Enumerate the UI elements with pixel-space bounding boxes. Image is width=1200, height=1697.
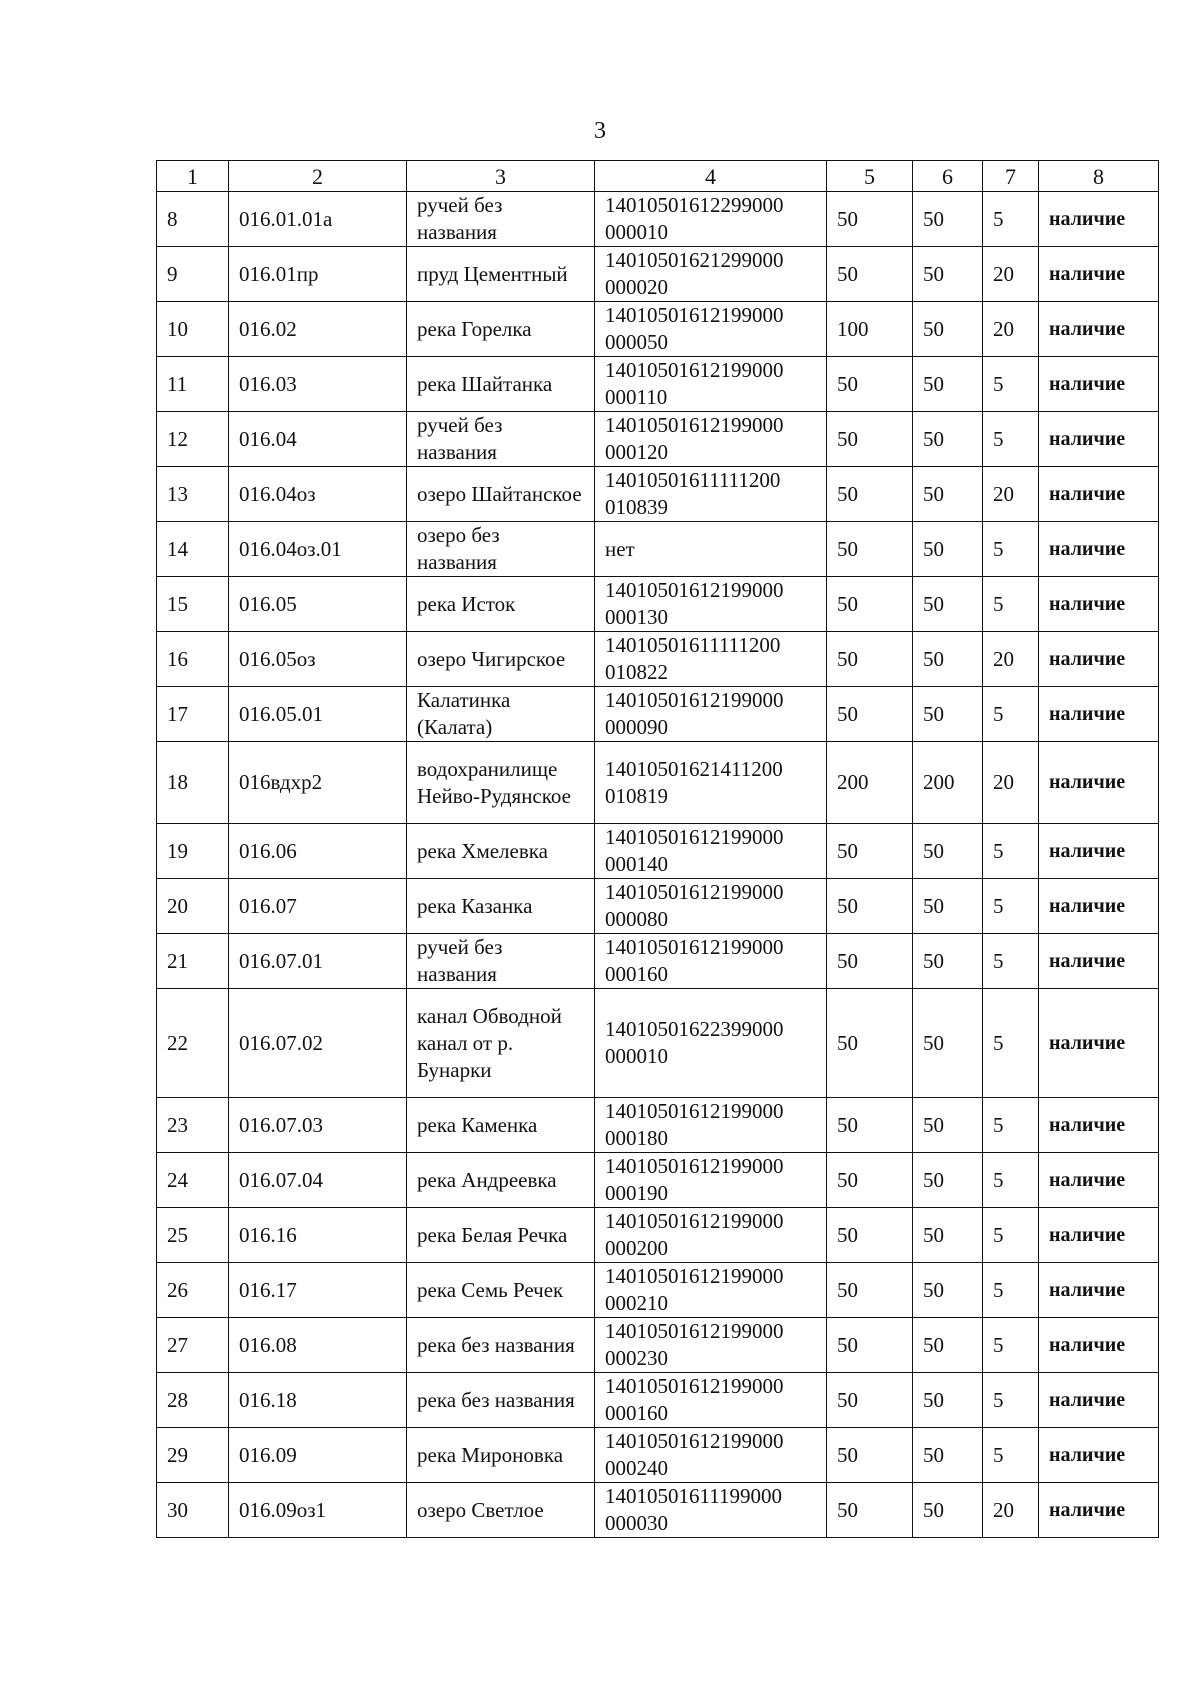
value-col6: 50 [913, 1153, 983, 1208]
table-row [157, 879, 1159, 934]
table-row [157, 577, 1159, 632]
row-number: 12 [157, 412, 229, 467]
object-code: 016.07 [229, 879, 407, 934]
value-col5: 50 [827, 1208, 913, 1263]
object-name: река без названия [407, 1373, 595, 1428]
status-cell: наличие [1039, 742, 1159, 824]
value-col6: 50 [913, 1373, 983, 1428]
row-number: 28 [157, 1373, 229, 1428]
object-code: 016.07.04 [229, 1153, 407, 1208]
table-row [157, 467, 1159, 522]
value-col5: 50 [827, 1318, 913, 1373]
registry-code: 14010501611199000 000030 [595, 1483, 827, 1538]
object-code: 016.04оз [229, 467, 407, 522]
value-col5: 50 [827, 989, 913, 1098]
status-cell: наличие [1039, 1153, 1159, 1208]
row-number: 11 [157, 357, 229, 412]
value-col7: 20 [983, 632, 1039, 687]
value-col6: 50 [913, 989, 983, 1098]
column-header: 4 [595, 161, 827, 192]
value-col7: 5 [983, 879, 1039, 934]
value-col7: 5 [983, 934, 1039, 989]
status-cell: наличие [1039, 302, 1159, 357]
value-col6: 50 [913, 1483, 983, 1538]
object-name: озеро Светлое [407, 1483, 595, 1538]
value-col7: 5 [983, 989, 1039, 1098]
status-cell: наличие [1039, 522, 1159, 577]
row-number: 16 [157, 632, 229, 687]
value-col6: 50 [913, 1208, 983, 1263]
object-code: 016.09 [229, 1428, 407, 1483]
value-col5: 50 [827, 412, 913, 467]
value-col7: 5 [983, 577, 1039, 632]
value-col7: 5 [983, 1153, 1039, 1208]
registry-code: 14010501612199000 000160 [595, 1373, 827, 1428]
column-header: 5 [827, 161, 913, 192]
value-col6: 50 [913, 577, 983, 632]
value-col7: 5 [983, 357, 1039, 412]
row-number: 10 [157, 302, 229, 357]
object-name: водохранилище Нейво-Рудянское [407, 742, 595, 824]
value-col6: 50 [913, 934, 983, 989]
object-code: 016вдхр2 [229, 742, 407, 824]
registry-code: 14010501612199000 000120 [595, 412, 827, 467]
row-number: 19 [157, 824, 229, 879]
object-name: река Исток [407, 577, 595, 632]
table-row [157, 1208, 1159, 1263]
status-cell: наличие [1039, 1318, 1159, 1373]
object-name: ручей без названия [407, 934, 595, 989]
registry-code: 14010501612199000 000130 [595, 577, 827, 632]
value-col5: 50 [827, 1153, 913, 1208]
value-col7: 20 [983, 247, 1039, 302]
registry-code: нет [595, 522, 827, 577]
value-col7: 20 [983, 742, 1039, 824]
value-col6: 50 [913, 879, 983, 934]
value-col5: 50 [827, 522, 913, 577]
status-cell: наличие [1039, 357, 1159, 412]
object-name: река Андреевка [407, 1153, 595, 1208]
water-objects-table [156, 160, 1159, 1538]
registry-code: 14010501612199000 000050 [595, 302, 827, 357]
object-name: река Казанка [407, 879, 595, 934]
row-number: 22 [157, 989, 229, 1098]
object-code: 016.05 [229, 577, 407, 632]
status-cell: наличие [1039, 577, 1159, 632]
object-name: Калатинка (Калата) [407, 687, 595, 742]
object-code: 016.09оз1 [229, 1483, 407, 1538]
status-cell: наличие [1039, 1263, 1159, 1318]
row-number: 14 [157, 522, 229, 577]
table-row [157, 1263, 1159, 1318]
registry-code: 14010501612199000 000180 [595, 1098, 827, 1153]
row-number: 27 [157, 1318, 229, 1373]
status-cell: наличие [1039, 1208, 1159, 1263]
object-code: 016.16 [229, 1208, 407, 1263]
table-row [157, 742, 1159, 824]
registry-code: 14010501612199000 000160 [595, 934, 827, 989]
table-row [157, 522, 1159, 577]
value-col5: 50 [827, 1373, 913, 1428]
object-name: река Каменка [407, 1098, 595, 1153]
registry-code: 14010501612199000 000240 [595, 1428, 827, 1483]
table-row [157, 687, 1159, 742]
table-row [157, 1428, 1159, 1483]
value-col6: 50 [913, 247, 983, 302]
value-col6: 50 [913, 192, 983, 247]
object-code: 016.05.01 [229, 687, 407, 742]
object-code: 016.18 [229, 1373, 407, 1428]
value-col7: 5 [983, 1098, 1039, 1153]
value-col6: 50 [913, 1098, 983, 1153]
row-number: 29 [157, 1428, 229, 1483]
table-row [157, 1153, 1159, 1208]
row-number: 25 [157, 1208, 229, 1263]
row-number: 30 [157, 1483, 229, 1538]
object-code: 016.01пр [229, 247, 407, 302]
value-col5: 50 [827, 1428, 913, 1483]
status-cell: наличие [1039, 1483, 1159, 1538]
value-col7: 20 [983, 1483, 1039, 1538]
table-row [157, 824, 1159, 879]
object-code: 016.05оз [229, 632, 407, 687]
table-row [157, 1483, 1159, 1538]
table-row [157, 989, 1159, 1098]
value-col5: 50 [827, 1263, 913, 1318]
status-cell: наличие [1039, 1373, 1159, 1428]
value-col7: 5 [983, 1318, 1039, 1373]
value-col5: 50 [827, 632, 913, 687]
column-header: 1 [157, 161, 229, 192]
object-name: река Горелка [407, 302, 595, 357]
object-name: пруд Цементный [407, 247, 595, 302]
value-col5: 50 [827, 879, 913, 934]
registry-code: 14010501611111200 010822 [595, 632, 827, 687]
object-code: 016.04оз.01 [229, 522, 407, 577]
column-header: 6 [913, 161, 983, 192]
object-name: озеро без названия [407, 522, 595, 577]
object-code: 016.07.03 [229, 1098, 407, 1153]
value-col6: 50 [913, 522, 983, 577]
value-col7: 5 [983, 1208, 1039, 1263]
table-row [157, 302, 1159, 357]
registry-code: 14010501611111200 010839 [595, 467, 827, 522]
page-number: 3 [594, 118, 606, 144]
object-name: река Семь Речек [407, 1263, 595, 1318]
registry-code: 14010501622399000 000010 [595, 989, 827, 1098]
value-col5: 100 [827, 302, 913, 357]
status-cell: наличие [1039, 1098, 1159, 1153]
status-cell: наличие [1039, 879, 1159, 934]
value-col7: 5 [983, 192, 1039, 247]
row-number: 24 [157, 1153, 229, 1208]
registry-code: 14010501612199000 000210 [595, 1263, 827, 1318]
registry-code: 14010501612299000 000010 [595, 192, 827, 247]
value-col5: 50 [827, 1483, 913, 1538]
row-number: 17 [157, 687, 229, 742]
registry-code: 14010501621299000 000020 [595, 247, 827, 302]
value-col5: 50 [827, 1098, 913, 1153]
object-code: 016.06 [229, 824, 407, 879]
value-col6: 50 [913, 1263, 983, 1318]
object-code: 016.07.01 [229, 934, 407, 989]
object-code: 016.04 [229, 412, 407, 467]
object-name: река Шайтанка [407, 357, 595, 412]
value-col5: 50 [827, 824, 913, 879]
table-row [157, 934, 1159, 989]
value-col7: 5 [983, 687, 1039, 742]
registry-code: 14010501612199000 000080 [595, 879, 827, 934]
table-header-row [157, 161, 1159, 192]
value-col6: 50 [913, 1428, 983, 1483]
value-col6: 50 [913, 632, 983, 687]
registry-code: 14010501612199000 000140 [595, 824, 827, 879]
value-col6: 50 [913, 687, 983, 742]
table-row [157, 1318, 1159, 1373]
status-cell: наличие [1039, 632, 1159, 687]
object-code: 016.02 [229, 302, 407, 357]
registry-code: 14010501612199000 000190 [595, 1153, 827, 1208]
value-col6: 50 [913, 412, 983, 467]
registry-code: 14010501612199000 000230 [595, 1318, 827, 1373]
registry-code: 14010501621411200 010819 [595, 742, 827, 824]
value-col7: 5 [983, 824, 1039, 879]
object-code: 016.08 [229, 1318, 407, 1373]
status-cell: наличие [1039, 687, 1159, 742]
object-name: озеро Шайтанское [407, 467, 595, 522]
value-col6: 50 [913, 1318, 983, 1373]
object-code: 016.07.02 [229, 989, 407, 1098]
registry-code: 14010501612199000 000090 [595, 687, 827, 742]
row-number: 21 [157, 934, 229, 989]
column-header: 2 [229, 161, 407, 192]
object-code: 016.01.01а [229, 192, 407, 247]
value-col5: 200 [827, 742, 913, 824]
object-name: озеро Чигирское [407, 632, 595, 687]
object-name: река Белая Речка [407, 1208, 595, 1263]
object-name: ручей без названия [407, 192, 595, 247]
table-row [157, 1098, 1159, 1153]
value-col6: 50 [913, 467, 983, 522]
value-col7: 5 [983, 1263, 1039, 1318]
value-col7: 5 [983, 412, 1039, 467]
registry-code: 14010501612199000 000200 [595, 1208, 827, 1263]
value-col5: 50 [827, 357, 913, 412]
table-row [157, 192, 1159, 247]
value-col7: 5 [983, 1373, 1039, 1428]
status-cell: наличие [1039, 192, 1159, 247]
value-col5: 50 [827, 192, 913, 247]
table-row [157, 412, 1159, 467]
object-name: ручей без названия [407, 412, 595, 467]
row-number: 13 [157, 467, 229, 522]
row-number: 18 [157, 742, 229, 824]
row-number: 8 [157, 192, 229, 247]
registry-code: 14010501612199000 000110 [595, 357, 827, 412]
value-col5: 50 [827, 934, 913, 989]
value-col6: 50 [913, 357, 983, 412]
object-code: 016.03 [229, 357, 407, 412]
table-row [157, 357, 1159, 412]
status-cell: наличие [1039, 247, 1159, 302]
object-code: 016.17 [229, 1263, 407, 1318]
value-col6: 200 [913, 742, 983, 824]
status-cell: наличие [1039, 989, 1159, 1098]
object-name: река без названия [407, 1318, 595, 1373]
value-col5: 50 [827, 687, 913, 742]
table-row [157, 247, 1159, 302]
value-col6: 50 [913, 302, 983, 357]
status-cell: наличие [1039, 934, 1159, 989]
table-row [157, 632, 1159, 687]
table-row [157, 1373, 1159, 1428]
value-col6: 50 [913, 824, 983, 879]
value-col7: 20 [983, 302, 1039, 357]
row-number: 9 [157, 247, 229, 302]
column-header: 7 [983, 161, 1039, 192]
object-name: река Хмелевка [407, 824, 595, 879]
status-cell: наличие [1039, 1428, 1159, 1483]
value-col7: 5 [983, 1428, 1039, 1483]
value-col5: 50 [827, 247, 913, 302]
row-number: 23 [157, 1098, 229, 1153]
value-col5: 50 [827, 467, 913, 522]
value-col7: 20 [983, 467, 1039, 522]
value-col5: 50 [827, 577, 913, 632]
status-cell: наличие [1039, 467, 1159, 522]
row-number: 15 [157, 577, 229, 632]
value-col7: 5 [983, 522, 1039, 577]
object-name: река Мироновка [407, 1428, 595, 1483]
column-header: 8 [1039, 161, 1159, 192]
status-cell: наличие [1039, 412, 1159, 467]
object-name: канал Обводной канал от р. Бунарки [407, 989, 595, 1098]
row-number: 20 [157, 879, 229, 934]
row-number: 26 [157, 1263, 229, 1318]
column-header: 3 [407, 161, 595, 192]
status-cell: наличие [1039, 824, 1159, 879]
